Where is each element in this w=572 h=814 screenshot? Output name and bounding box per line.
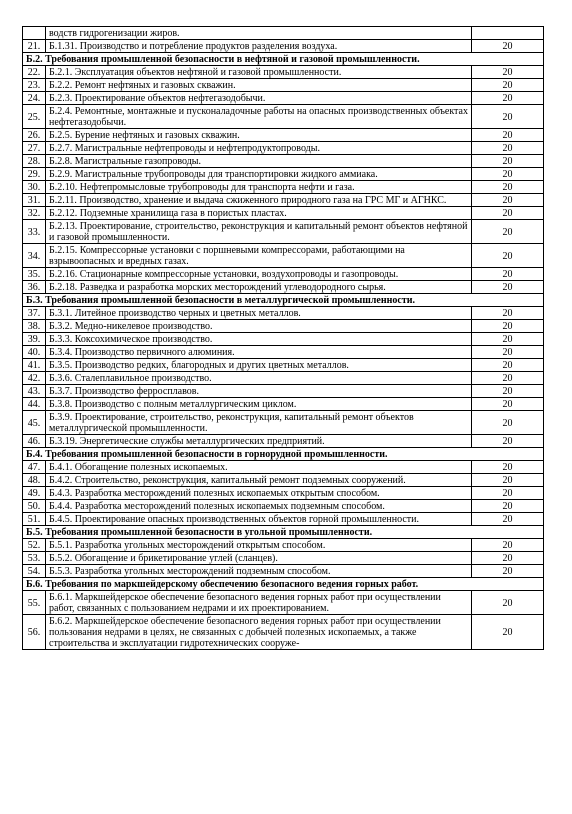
row-value-cell: 20 [472, 552, 544, 565]
row-value-cell: 20 [472, 307, 544, 320]
row-value-cell: 20 [472, 142, 544, 155]
row-number-cell: 45. [23, 411, 46, 435]
section-heading-row [23, 53, 544, 66]
row-text-cell: Б.2.13. Проектирование, строительство, реконструкция и капитальный ремонт объектов нефтяной и газовой промышленности. [46, 220, 472, 244]
row-number-cell: 41. [23, 359, 46, 372]
row-text-cell: Б.2.18. Разведка и разработка морских месторождений углеводородного сырья. [46, 281, 472, 294]
row-text-cell: Б.3.6. Сталеплавильное производство. [46, 372, 472, 385]
row-number-cell: 23. [23, 79, 46, 92]
row-number-cell: 37. [23, 307, 46, 320]
row-text-cell: Б.5.1. Разработка угольных месторождений открытым способом. [46, 539, 472, 552]
row-text-cell: Б.2.1. Эксплуатация объектов нефтяной и газовой промышленности. [46, 66, 472, 79]
row-text-cell: Б.2.11. Производство, хранение и выдача сжиженного природного газа на ГРС МГ и АГНКС. [46, 194, 472, 207]
row-text-cell: Б.2.8. Магистральные газопроводы. [46, 155, 472, 168]
table-row [23, 513, 544, 526]
row-value-cell: 20 [472, 435, 544, 448]
table-row [23, 500, 544, 513]
row-value-cell: 20 [472, 346, 544, 359]
row-number-cell [23, 27, 46, 40]
section-heading: Б.6. Требования по маркшейдерскому обеспечению безопасного ведения горных работ. [23, 578, 544, 591]
row-text-cell: водств гидрогенизации жиров. [46, 27, 472, 40]
row-value-cell: 20 [472, 244, 544, 268]
row-value-cell: 20 [472, 565, 544, 578]
table-row [23, 142, 544, 155]
table-row [23, 66, 544, 79]
section-heading-row [23, 578, 544, 591]
table-row [23, 539, 544, 552]
row-number-cell: 40. [23, 346, 46, 359]
row-number-cell: 34. [23, 244, 46, 268]
row-number-cell: 51. [23, 513, 46, 526]
row-value-cell: 20 [472, 268, 544, 281]
row-number-cell: 28. [23, 155, 46, 168]
row-number-cell: 39. [23, 333, 46, 346]
row-text-cell: Б.3.5. Производство редких, благородных и других цветных металлов. [46, 359, 472, 372]
row-value-cell: 20 [472, 207, 544, 220]
section-heading-row [23, 294, 544, 307]
row-number-cell: 46. [23, 435, 46, 448]
table-row [23, 281, 544, 294]
row-value-cell: 20 [472, 105, 544, 129]
section-heading-row [23, 448, 544, 461]
row-text-cell: Б.4.3. Разработка месторождений полезных ископаемых открытым способом. [46, 487, 472, 500]
row-text-cell: Б.3.4. Производство первичного алюминия. [46, 346, 472, 359]
table-row [23, 333, 544, 346]
row-text-cell: Б.2.2. Ремонт нефтяных и газовых скважин. [46, 79, 472, 92]
row-value-cell: 20 [472, 129, 544, 142]
row-text-cell: Б.6.1. Маркшейдерское обеспечение безопасного ведения горных работ при осуществлении работ, связанных с пользованием недрами и их проектированием. [46, 591, 472, 615]
row-text-cell: Б.2.10. Нефтепромысловые трубопроводы для транспорта нефти и газа. [46, 181, 472, 194]
table-row [23, 244, 544, 268]
row-text-cell: Б.3.8. Производство с полным металлургическим циклом. [46, 398, 472, 411]
table-row [23, 552, 544, 565]
row-value-cell: 20 [472, 92, 544, 105]
row-value-cell: 20 [472, 359, 544, 372]
table-row [23, 181, 544, 194]
table-row [23, 487, 544, 500]
row-number-cell: 53. [23, 552, 46, 565]
row-number-cell: 50. [23, 500, 46, 513]
table-row [23, 207, 544, 220]
row-value-cell: 20 [472, 220, 544, 244]
section-heading: Б.4. Требования промышленной безопасности в горнорудной промышленности. [23, 448, 544, 461]
row-value-cell: 20 [472, 320, 544, 333]
table-row [23, 194, 544, 207]
table-row [23, 129, 544, 142]
row-text-cell: Б.5.3. Разработка угольных месторождений подземным способом. [46, 565, 472, 578]
row-number-cell: 49. [23, 487, 46, 500]
row-number-cell: 42. [23, 372, 46, 385]
row-text-cell: Б.2.15. Компрессорные установки с поршневыми компрессорами, работающими на взрывоопасных и вредных газах. [46, 244, 472, 268]
row-number-cell: 55. [23, 591, 46, 615]
table-row [23, 307, 544, 320]
row-text-cell: Б.3.1. Литейное производство черных и цветных металлов. [46, 307, 472, 320]
row-number-cell: 52. [23, 539, 46, 552]
row-number-cell: 36. [23, 281, 46, 294]
row-text-cell: Б.2.3. Проектирование объектов нефтегазодобычи. [46, 92, 472, 105]
row-number-cell: 32. [23, 207, 46, 220]
row-number-cell: 30. [23, 181, 46, 194]
row-value-cell: 20 [472, 591, 544, 615]
table-row [23, 168, 544, 181]
row-text-cell: Б.2.7. Магистральные нефтепроводы и нефтепродуктопроводы. [46, 142, 472, 155]
row-number-cell: 56. [23, 615, 46, 650]
row-value-cell: 20 [472, 194, 544, 207]
row-value-cell: 20 [472, 398, 544, 411]
table-row [23, 220, 544, 244]
row-value-cell: 20 [472, 40, 544, 53]
row-number-cell: 22. [23, 66, 46, 79]
row-value-cell: 20 [472, 513, 544, 526]
section-heading: Б.2. Требования промышленной безопасности в нефтяной и газовой промышленности. [23, 53, 544, 66]
row-value-cell: 20 [472, 155, 544, 168]
table-row [23, 92, 544, 105]
table-row [23, 155, 544, 168]
table-row [23, 79, 544, 92]
row-text-cell: Б.6.2. Маркшейдерское обеспечение безопасного ведения горных работ при осуществлении пользования недрами в целях, не связанных с добычей полезных ископаемых, а также строительства и эксплуатации гидротехнических сооруже- [46, 615, 472, 650]
row-text-cell: Б.4.4. Разработка месторождений полезных ископаемых подземным способом. [46, 500, 472, 513]
row-number-cell: 26. [23, 129, 46, 142]
table-row-continued [23, 27, 544, 40]
row-text-cell: Б.2.5. Бурение нефтяных и газовых скважин. [46, 129, 472, 142]
row-text-cell: Б.1.31. Производство и потребление продуктов разделения воздуха. [46, 40, 472, 53]
row-number-cell: 43. [23, 385, 46, 398]
row-text-cell: Б.2.12. Подземные хранилища газа в пористых пластах. [46, 207, 472, 220]
table-row [23, 435, 544, 448]
row-number-cell: 44. [23, 398, 46, 411]
table-row [23, 372, 544, 385]
row-value-cell: 20 [472, 487, 544, 500]
table-row [23, 385, 544, 398]
table-row [23, 40, 544, 53]
table-row [23, 105, 544, 129]
row-value-cell: 20 [472, 461, 544, 474]
row-number-cell: 24. [23, 92, 46, 105]
row-number-cell: 25. [23, 105, 46, 129]
row-value-cell: 20 [472, 281, 544, 294]
table-row [23, 474, 544, 487]
row-value-cell: 20 [472, 372, 544, 385]
table-row [23, 346, 544, 359]
row-value-cell: 20 [472, 79, 544, 92]
row-text-cell: Б.4.2. Строительство, реконструкция, капитальный ремонт подземных сооружений. [46, 474, 472, 487]
row-value-cell: 20 [472, 66, 544, 79]
table-row [23, 320, 544, 333]
row-text-cell: Б.5.2. Обогащение и брикетирование углей (сланцев). [46, 552, 472, 565]
row-text-cell: Б.3.19. Энергетические службы металлургических предприятий. [46, 435, 472, 448]
table-row [23, 591, 544, 615]
row-text-cell: Б.2.9. Магистральные трубопроводы для транспортировки жидкого аммиака. [46, 168, 472, 181]
table-row [23, 359, 544, 372]
row-value-cell: 20 [472, 181, 544, 194]
table-row [23, 461, 544, 474]
row-text-cell: Б.3.3. Коксохимическое производство. [46, 333, 472, 346]
row-number-cell: 31. [23, 194, 46, 207]
section-heading: Б.3. Требования промышленной безопасности в металлургической промышленности. [23, 294, 544, 307]
row-value-cell: 20 [472, 385, 544, 398]
section-heading-row [23, 526, 544, 539]
row-text-cell: Б.4.1. Обогащение полезных ископаемых. [46, 461, 472, 474]
requirements-table [22, 26, 544, 650]
row-value-cell: 20 [472, 615, 544, 650]
table-row [23, 398, 544, 411]
row-value-cell: 20 [472, 474, 544, 487]
row-number-cell: 54. [23, 565, 46, 578]
section-heading: Б.5. Требования промышленной безопасности в угольной промышленности. [23, 526, 544, 539]
row-value-cell: 20 [472, 168, 544, 181]
row-number-cell: 33. [23, 220, 46, 244]
row-value-cell [472, 27, 544, 40]
row-text-cell: Б.3.7. Производство ферросплавов. [46, 385, 472, 398]
table-row [23, 615, 544, 650]
row-text-cell: Б.2.16. Стационарные компрессорные установки, воздухопроводы и газопроводы. [46, 268, 472, 281]
row-value-cell: 20 [472, 500, 544, 513]
table-row [23, 565, 544, 578]
row-text-cell: Б.3.2. Медно-никелевое производство. [46, 320, 472, 333]
row-text-cell: Б.4.5. Проектирование опасных производственных объектов горной промышленности. [46, 513, 472, 526]
row-value-cell: 20 [472, 411, 544, 435]
row-value-cell: 20 [472, 333, 544, 346]
row-number-cell: 48. [23, 474, 46, 487]
row-value-cell: 20 [472, 539, 544, 552]
table-row [23, 268, 544, 281]
row-number-cell: 27. [23, 142, 46, 155]
row-number-cell: 21. [23, 40, 46, 53]
row-number-cell: 47. [23, 461, 46, 474]
table-body [23, 27, 544, 650]
row-number-cell: 29. [23, 168, 46, 181]
row-text-cell: Б.2.4. Ремонтные, монтажные и пусконаладочные работы на опасных производственных объектах нефтегазодобычи. [46, 105, 472, 129]
row-text-cell: Б.3.9. Проектирование, строительство, реконструкция, капитальный ремонт объектов металлургической промышленности. [46, 411, 472, 435]
row-number-cell: 35. [23, 268, 46, 281]
table-row [23, 411, 544, 435]
row-number-cell: 38. [23, 320, 46, 333]
